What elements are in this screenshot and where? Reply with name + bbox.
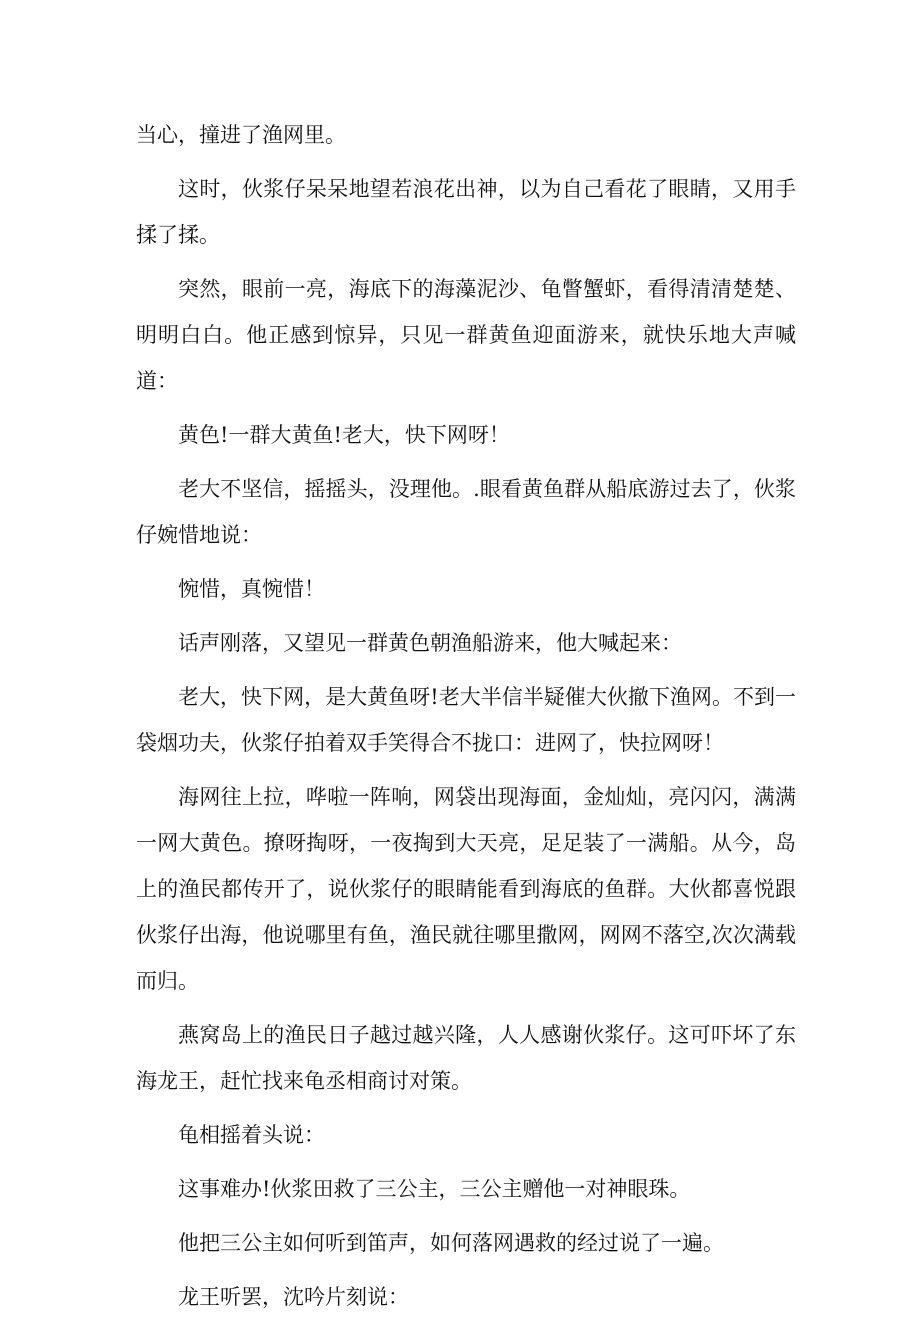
- body-text: [136, 112, 796, 1328]
- paragraph: 老大，快下网，是大黄鱼呀!老大半信半疑催大伙撤下渔网。不到一袋烟功夫，伙浆仔拍着双手笑得合不拢口：进网了，快拉网呀！: [136, 685, 796, 755]
- paragraph: 这事难办!伙浆田救了三公主，三公主赠他一对神眼珠。: [178, 1177, 691, 1201]
- paragraph: 话声刚落，又望见一群黄色朝渔船游来，他大喊起来：: [178, 631, 682, 655]
- paragraph: 老大不坚信，摇摇头，没理他。.眼看黄鱼群从船底游过去了，伙浆仔婉惜地说：: [136, 477, 796, 547]
- paragraph: 当心，撞进了渔网里。: [136, 123, 346, 147]
- paragraph: 龙王听罢，沈吟片刻说：: [178, 1285, 409, 1309]
- paragraph: 突然，眼前一亮，海底下的海藻泥沙、龟瞥蟹虾，看得清清楚楚、明明白白。他正感到惊异，只见一群黄鱼迎面游来，就快乐地大声喊道：: [136, 277, 796, 393]
- paragraph: 海网往上拉，哗啦一阵响，网袋出现海面，金灿灿，亮闪闪，满满一网大黄色。撩呀掏呀，一夜掏到大天亮，足足装了一满船。从今，岛上的渔民都传开了，说伙浆仔的眼睛能看到海底的鱼群。大伙都喜悦跟伙浆仔出海，他说哪里有鱼，渔民就往哪里撒网，网网不落空,次次满载而归。: [136, 785, 796, 993]
- paragraph: 龟相摇着头说：: [178, 1123, 325, 1147]
- paragraph: 惋惜，真惋惜！: [178, 577, 325, 601]
- paragraph: 他把三公主如何听到笛声，如何落网遇救的经过说了一遍。: [178, 1231, 724, 1255]
- paragraph: 燕窝岛上的渔民日子越过越兴隆，人人感谢伙浆仔。这可吓坏了东海龙王，赶忙找来龟丞相商讨对策。: [136, 1023, 796, 1093]
- paragraph: 黄色!一群大黄鱼!老大，快下网呀！: [178, 423, 510, 447]
- paragraph: 这时，伙浆仔呆呆地望若浪花出神，以为自己看花了眼睛，又用手揉了揉。: [136, 177, 796, 247]
